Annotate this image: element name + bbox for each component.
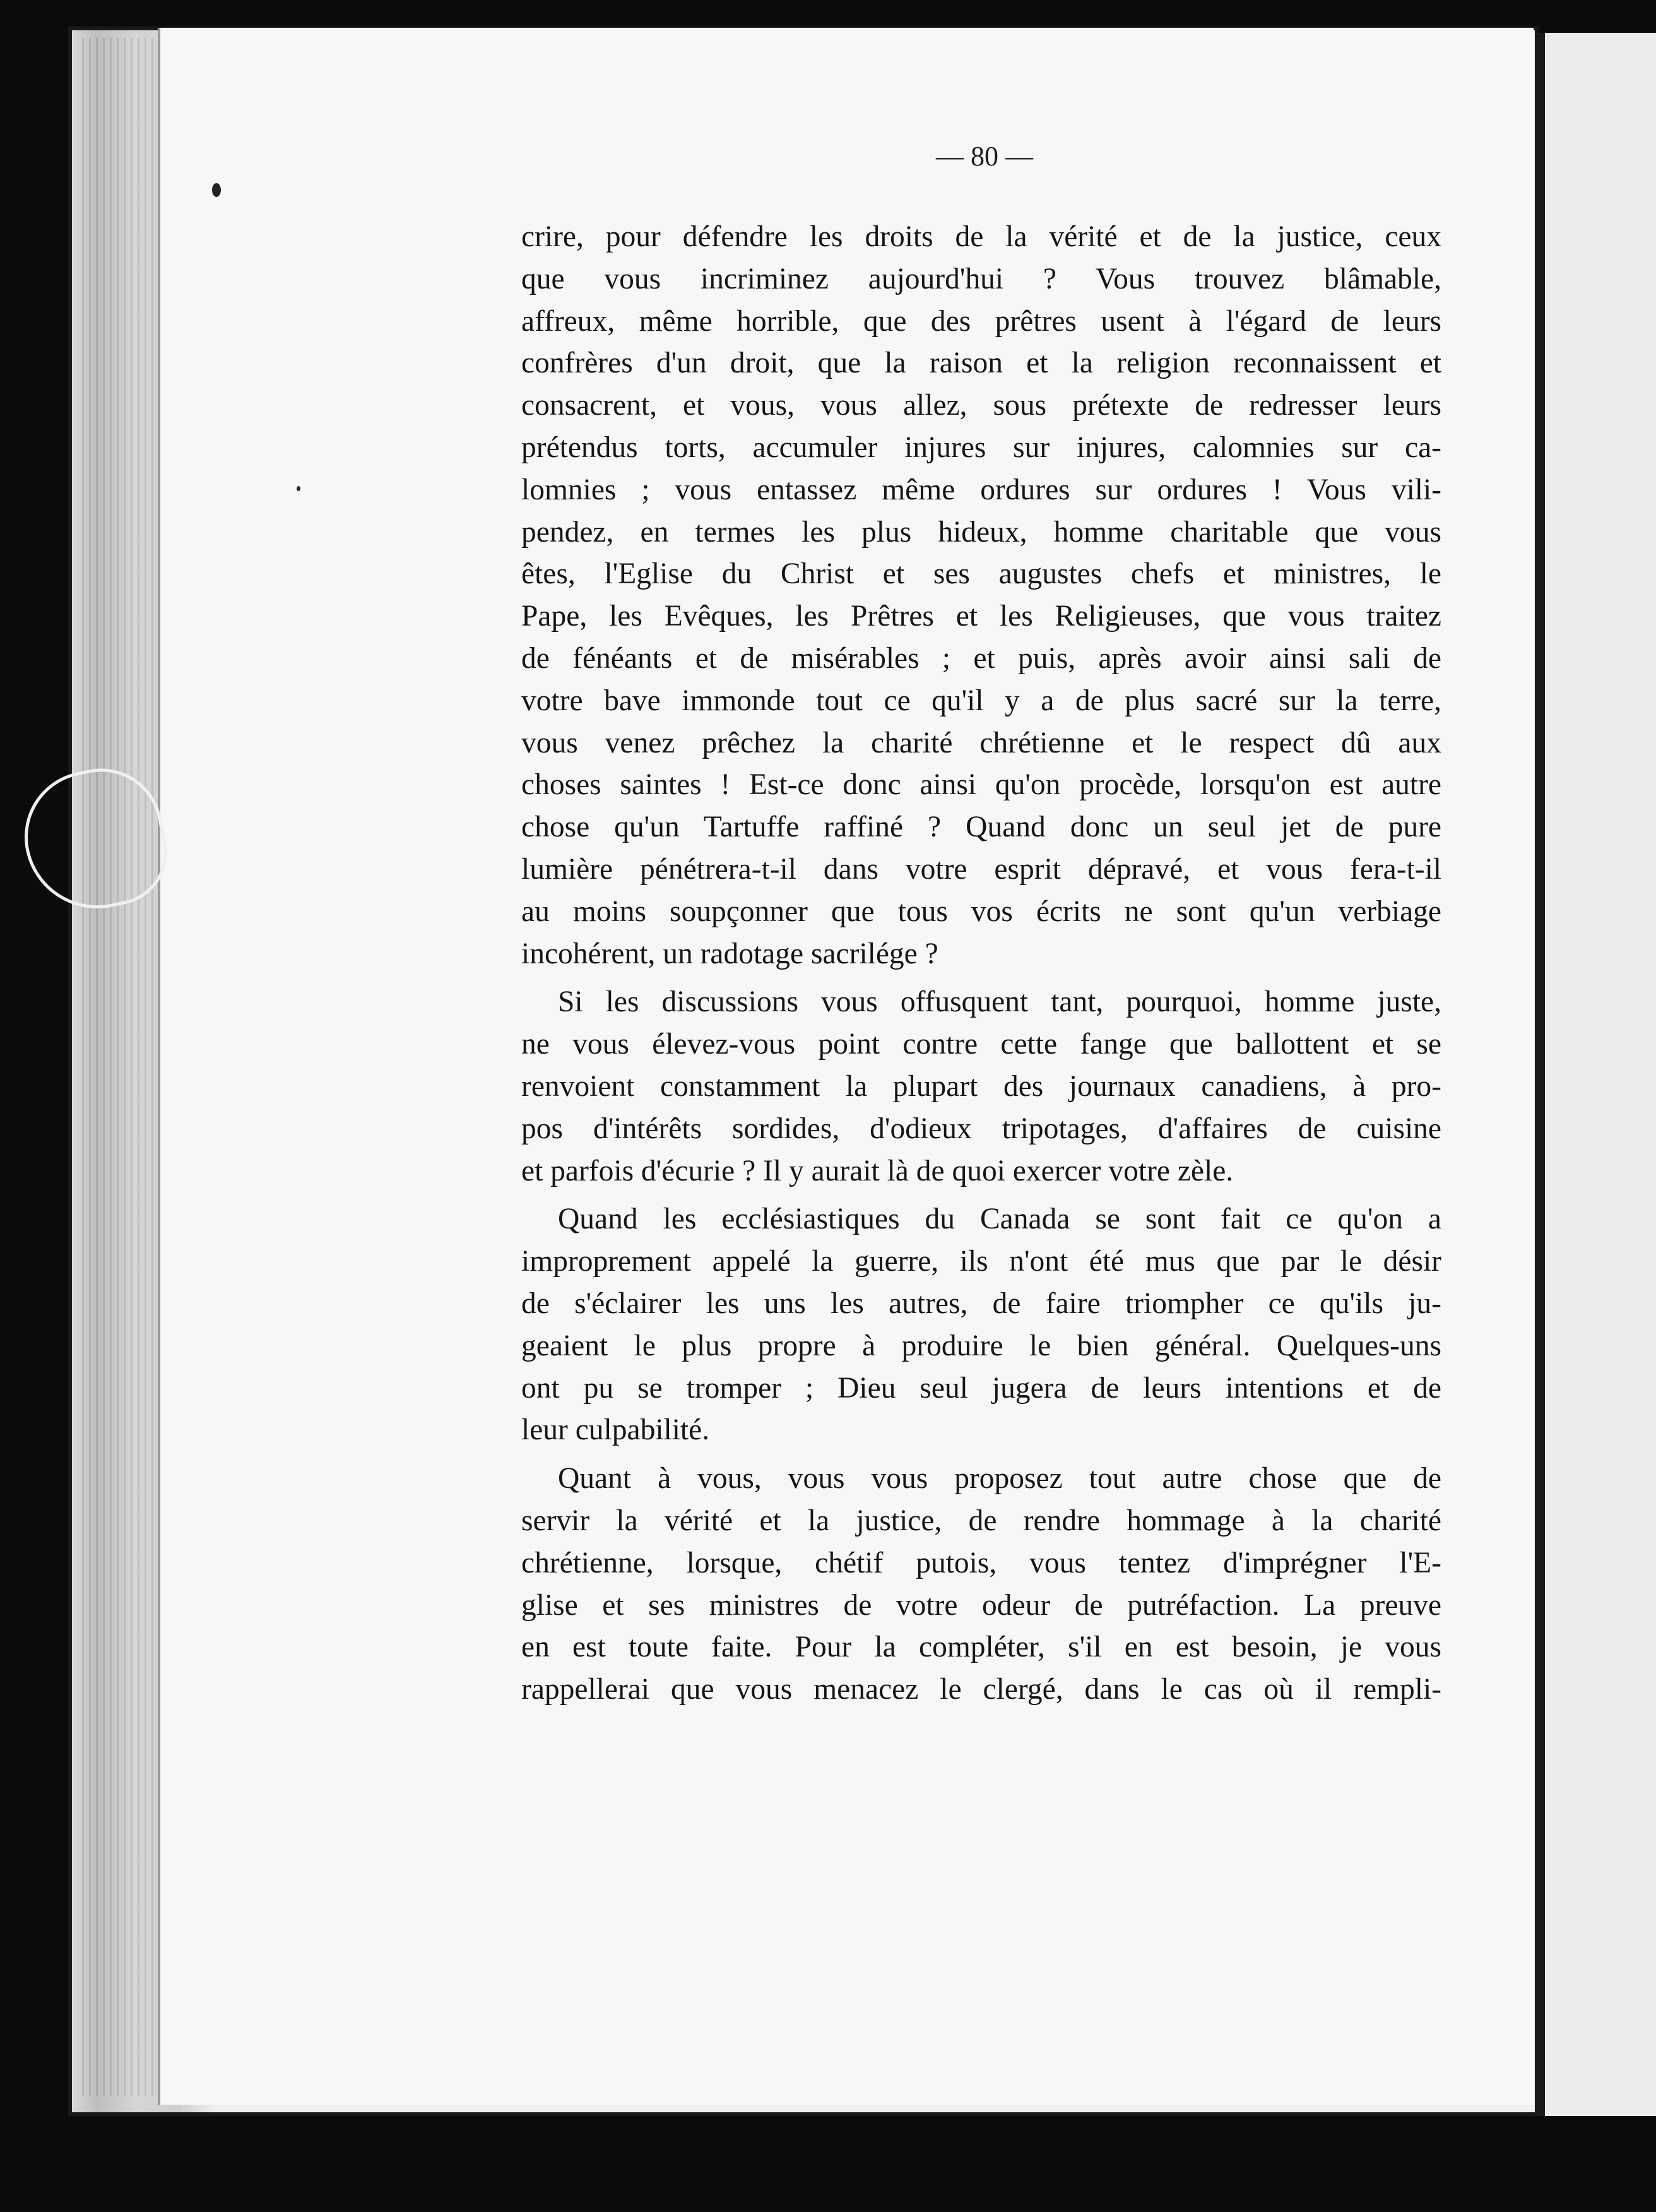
text-line: Quant à vous, vous vous proposez tout autre chose que de bbox=[558, 1462, 1441, 1495]
text-line: votre bave immonde tout ce qu'il y a de plus sacré sur la terre, bbox=[521, 684, 1441, 717]
text-line: en est toute faite. Pour la compléter, s'il en est besoin, je vous bbox=[521, 1631, 1441, 1664]
text-line: de fénéants et de misérables ; et puis, après avoir ainsi sali de bbox=[521, 641, 1441, 675]
text-line: de s'éclairer les uns les autres, de faire triompher ce qu'ils ju- bbox=[521, 1287, 1441, 1320]
text-line: crire, pour défendre les droits de la vérité et de la justice, ceux bbox=[521, 220, 1441, 253]
text-line: choses saintes ! Est-ce donc ainsi qu'on procède, lorsqu'on est autre bbox=[521, 768, 1441, 802]
text-line: Quand les ecclésiastiques du Canada se sont fait ce qu'on a bbox=[558, 1203, 1441, 1236]
text-line: pendez, en termes les plus hideux, homme charitable que vous bbox=[521, 515, 1441, 549]
body-text bbox=[521, 216, 1441, 1711]
text-line: rappellerai que vous menacez le clergé, dans le cas où il rempli- bbox=[521, 1673, 1441, 1706]
text-line: leur culpabilité. bbox=[521, 1413, 710, 1447]
text-line: affreux, même horrible, que des prêtres usent à l'égard de leurs bbox=[521, 304, 1441, 338]
ink-speck bbox=[212, 183, 221, 197]
text-line: et parfois d'écurie ? Il y aurait là de quoi exercer votre zèle. bbox=[521, 1154, 1234, 1187]
text-line: consacrent, et vous, vous allez, sous prétexte de redresser leurs bbox=[521, 389, 1441, 422]
text-line: êtes, l'Eglise du Christ et ses augustes chefs et ministres, le bbox=[521, 557, 1441, 591]
scan-background bbox=[68, 2116, 1656, 2212]
text-line: ne vous élevez-vous point contre cette fange que ballottent et se bbox=[521, 1028, 1441, 1061]
text-line: lumière pénétrera-t-il dans votre esprit dépravé, et vous fera-t-il bbox=[521, 852, 1441, 886]
ink-speck bbox=[297, 486, 300, 491]
text-line: glise et ses ministres de votre odeur de putréfaction. La preuve bbox=[521, 1588, 1441, 1622]
text-line: chrétienne, lorsque, chétif putois, vous tentez d'imprégner l'E- bbox=[521, 1546, 1441, 1579]
text-line: confrères d'un droit, que la raison et la religion reconnaissent et bbox=[521, 347, 1441, 380]
text-line: geaient le plus propre à produire le bien général. Quelques-uns bbox=[521, 1329, 1441, 1362]
text-line: incohérent, un radotage sacrilége ? bbox=[521, 937, 938, 970]
text-line: lomnies ; vous entassez même ordures sur ordures ! Vous vili- bbox=[521, 473, 1441, 506]
text-line: Si les discussions vous offusquent tant, pourquoi, homme juste, bbox=[558, 985, 1441, 1019]
text-line: au moins soupçonner que tous vos écrits ne sont qu'un verbiage bbox=[521, 895, 1441, 928]
text-line: pos d'intérêts sordides, d'odieux tripotages, d'affaires de cuisine bbox=[521, 1112, 1441, 1145]
text-line: renvoient constamment la plupart des journaux canadiens, à pro- bbox=[521, 1069, 1441, 1103]
text-line: improprement appelé la guerre, ils n'ont été mus que par le désir bbox=[521, 1245, 1441, 1278]
page-edges bbox=[82, 38, 164, 2096]
text-line: servir la vérité et la justice, de rendre hommage à la charité bbox=[521, 1504, 1441, 1537]
text-line: que vous incriminez aujourd'hui ? Vous trouvez blâmable, bbox=[521, 262, 1441, 295]
facing-page-edge bbox=[1539, 33, 1656, 2129]
page-number-header: — 80 — bbox=[936, 141, 1033, 172]
text-line: Pape, les Evêques, les Prêtres et les Religieuses, que vous traitez bbox=[521, 600, 1441, 633]
text-line: vous venez prêchez la charité chrétienne et le respect dû aux bbox=[521, 726, 1441, 759]
text-line: prétendus torts, accumuler injures sur injures, calomnies sur ca- bbox=[521, 431, 1441, 464]
text-line: ont pu se tromper ; Dieu seul jugera de leurs intentions et de bbox=[521, 1371, 1441, 1405]
text-line: chose qu'un Tartuffe raffiné ? Quand donc un seul jet de pure bbox=[521, 811, 1441, 844]
